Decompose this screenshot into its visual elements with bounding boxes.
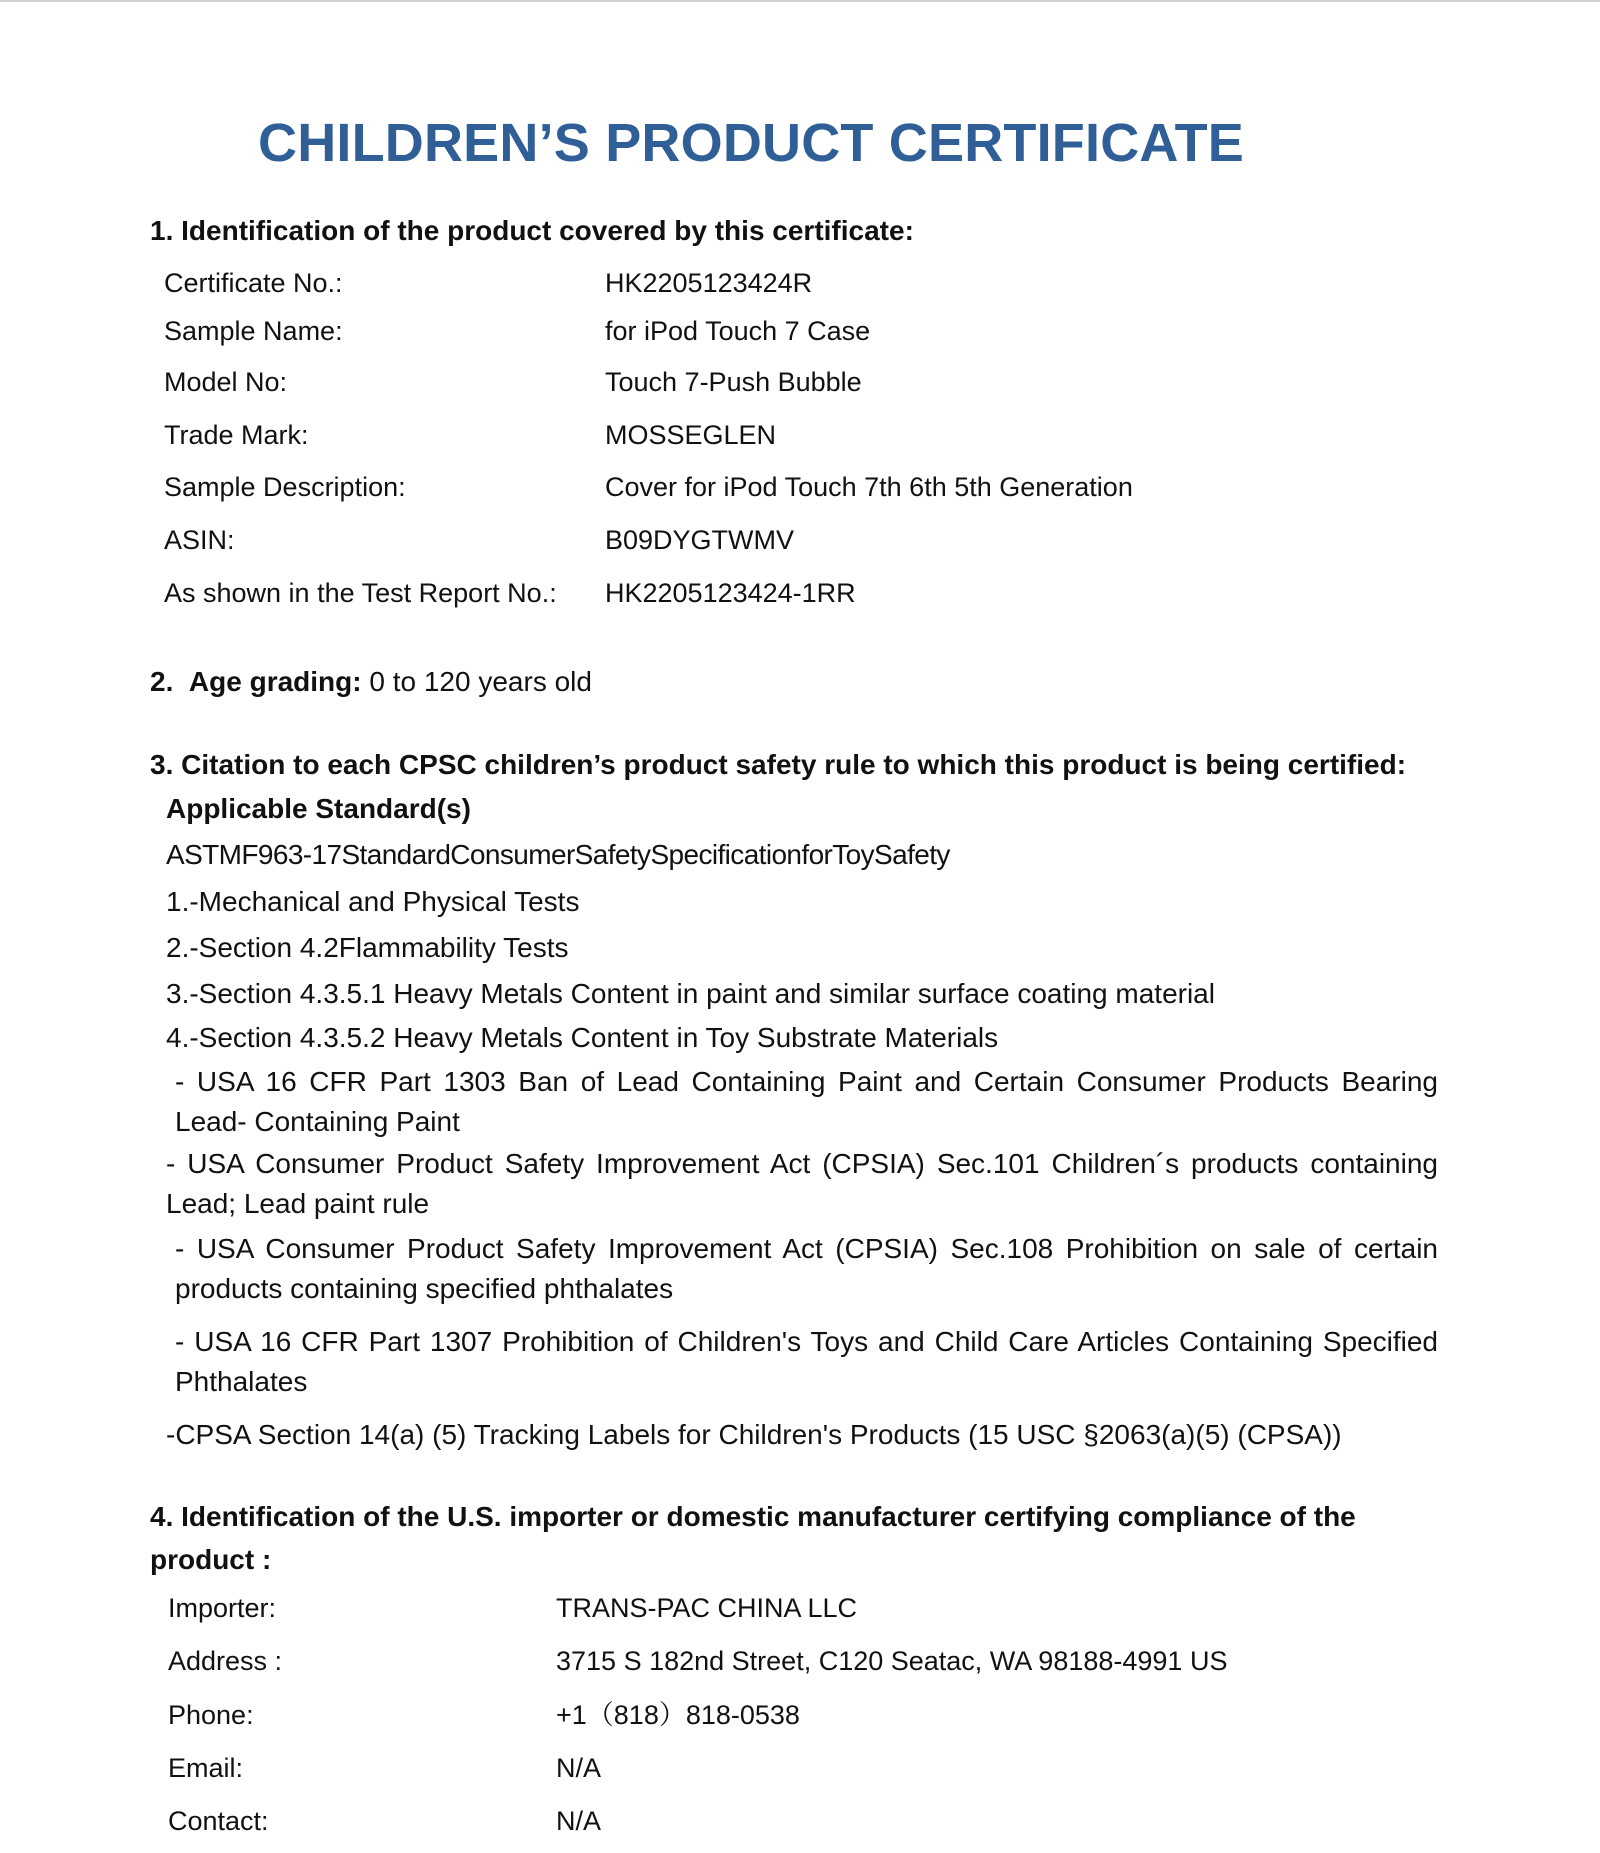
top-border [0, 0, 1600, 2]
model-no-label: Model No: [164, 367, 288, 397]
sample-description-label: Sample Description: [164, 472, 406, 502]
section-2-age-grading [150, 665, 592, 699]
age-grading-label: Age grading: [188, 666, 362, 697]
sample-name-value: for iPod Touch 7 Case [605, 316, 871, 346]
section-3-heading: 3. Citation to each CPSC children’s product safety rule to which this product is being certified: [150, 749, 1407, 780]
section-2-number: 2. [150, 666, 174, 697]
regulation-item-3: - USA Consumer Product Safety Improvement Act (CPSIA) Sec.108 Prohibition on sale of certain products containing specified phthalates [175, 1233, 1438, 1304]
certificate-no-value: HK2205123424R [605, 268, 813, 298]
regulation-item-1: - USA 16 CFR Part 1303 Ban of Lead Containing Paint and Certain Consumer Products Bearing Lead- Containing Paint [175, 1066, 1438, 1137]
sample-name-label: Sample Name: [164, 316, 343, 346]
regulation-item-2: - USA Consumer Product Safety Improvement Act (CPSIA) Sec.101 Children´s products containing Lead; Lead paint rule [166, 1148, 1438, 1219]
test-item-1: 1.-Mechanical and Physical Tests [166, 886, 580, 917]
section-4-heading-continued: product : [150, 1544, 272, 1575]
phone-value: +1（818）818-0538 [556, 1700, 800, 1730]
importer-label: Importer: [168, 1593, 277, 1623]
regulation-item-5: -CPSA Section 14(a) (5) Tracking Labels for Children's Products (15 USC §2063(a)(5) (CPSA)) [166, 1419, 1342, 1450]
age-grading-value: 0 to 120 years old [369, 666, 592, 697]
asin-value: B09DYGTWMV [605, 525, 795, 555]
test-item-4: 4.-Section 4.3.5.2 Heavy Metals Content in Toy Substrate Materials [166, 1022, 999, 1053]
sample-description-value: Cover for iPod Touch 7th 6th 5th Generation [605, 472, 1133, 502]
email-value: N/A [556, 1753, 602, 1783]
phone-label: Phone: [168, 1700, 254, 1730]
regulation-item-4: - USA 16 CFR Part 1307 Prohibition of Children's Toys and Child Care Articles Containing Specified Phthalates [175, 1326, 1438, 1397]
model-no-value: Touch 7-Push Bubble [605, 367, 862, 397]
certificate-no-label: Certificate No.: [164, 268, 343, 298]
address-label: Address : [168, 1646, 283, 1676]
section-4-heading: 4. Identification of the U.S. importer or domestic manufacturer certifying compliance of the [150, 1501, 1356, 1532]
test-item-3: 3.-Section 4.3.5.1 Heavy Metals Content in paint and similar surface coating material [166, 978, 1215, 1009]
contact-value: N/A [556, 1806, 602, 1836]
email-label: Email: [168, 1753, 244, 1783]
address-value: 3715 S 182nd Street, C120 Seatac, WA 98188-4991 US [556, 1646, 1228, 1676]
applicable-standards-heading: Applicable Standard(s) [166, 793, 471, 824]
section-1-heading: 1. Identification of the product covered by this certificate: [150, 215, 914, 246]
test-report-value: HK2205123424-1RR [605, 578, 856, 608]
trade-mark-value: MOSSEGLEN [605, 420, 777, 450]
test-item-2: 2.-Section 4.2Flammability Tests [166, 932, 569, 963]
document-title: CHILDREN’S PRODUCT CERTIFICATE [258, 113, 1244, 173]
test-report-label: As shown in the Test Report No.: [164, 578, 557, 608]
contact-label: Contact: [168, 1806, 269, 1836]
trade-mark-label: Trade Mark: [164, 420, 309, 450]
importer-value: TRANS-PAC CHINA LLC [556, 1593, 858, 1623]
asin-label: ASIN: [164, 525, 235, 555]
astm-standard: ASTMF963-17StandardConsumerSafetySpecificationforToySafety [166, 839, 950, 870]
